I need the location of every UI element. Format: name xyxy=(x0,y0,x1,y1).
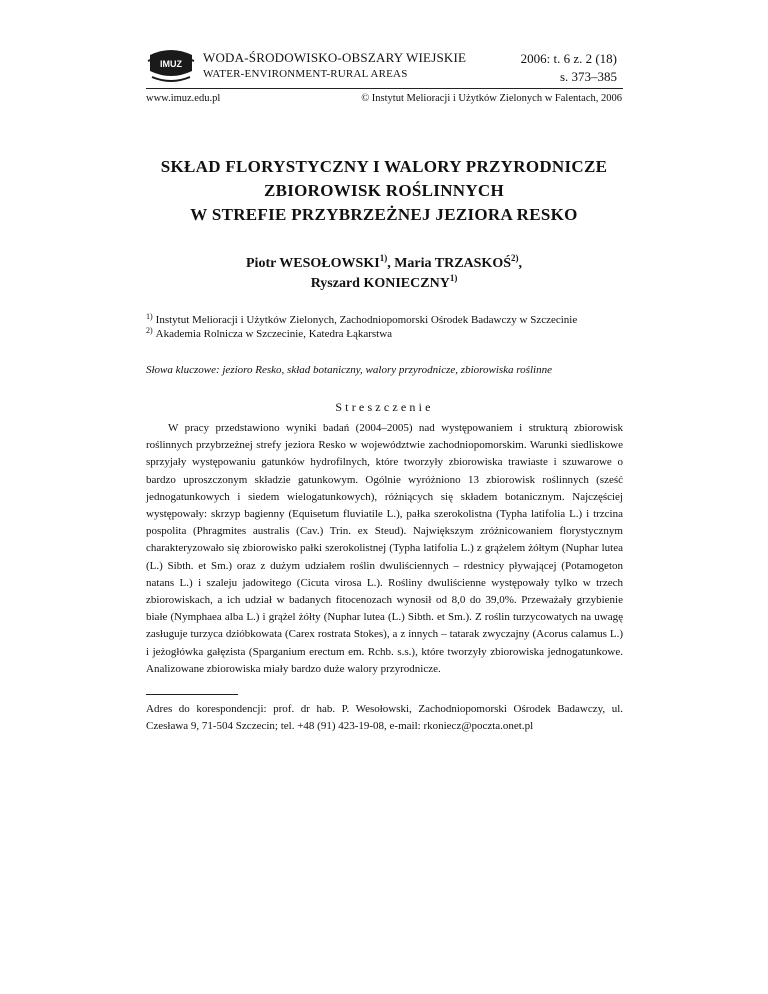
journal-name-pl: WODA-ŚRODOWISKO-OBSZARY WIEJSKIE xyxy=(203,50,467,65)
affiliation-1-mark: 1) xyxy=(146,312,153,321)
author-3-affil-mark: 1) xyxy=(449,273,458,283)
issue-info xyxy=(521,50,617,86)
author-list xyxy=(110,254,658,294)
title-line-2: ZBIOROWISK ROŚLINNYCH xyxy=(263,181,505,200)
title-line-1: SKŁAD FLORYSTYCZNY I WALORY PRZYRODNICZE xyxy=(160,157,608,176)
title-line-3: W STREFIE PRZYBRZEŻNEJ JEZIORA RESKO xyxy=(190,205,578,224)
author-separator: , xyxy=(387,256,395,271)
journal-name-en: WATER-ENVIRONMENT-RURAL AREAS xyxy=(203,68,408,80)
issue-pages: s. 373–385 xyxy=(559,69,617,84)
author-2-affil-mark: 2) xyxy=(511,253,519,263)
affiliation-2 xyxy=(146,327,646,341)
affiliations xyxy=(146,313,646,341)
header-rule xyxy=(146,88,623,89)
affiliation-2-text: Akademia Rolnicza w Szczecinie, Katedra Łąkarstwa xyxy=(155,328,393,340)
affiliation-1-text: Instytut Melioracji i Użytków Zielonych, Zachodniopomorski Ośrodek Badawczy w Szczecinie xyxy=(155,314,578,326)
author-line-2 xyxy=(110,274,658,294)
logo-text: IMUZ xyxy=(160,59,182,69)
imuz-logo xyxy=(146,47,196,83)
author-2: Maria TRZASKOŚ xyxy=(394,256,511,271)
author-trailing-comma: , xyxy=(518,256,522,271)
author-3: Ryszard KONIECZNY xyxy=(310,276,450,291)
author-1: Piotr WESOŁOWSKI xyxy=(246,256,380,271)
copyright-notice: © Instytut Melioracji i Użytków Zielonych w Falentach, 2006 xyxy=(361,93,622,104)
paper-title xyxy=(110,155,658,227)
footnote-rule xyxy=(146,694,238,695)
abstract-paragraph: W pracy przedstawiono wyniki badań (2004–2005) nad występowaniem i strukturą zbiorowisk roślinnych przybrzeżnej strefy jeziora Resko w województwie zachodniopomorskim. Warunki siedliskowe sprzyjały występowaniu gatunków hydrofilnych, które tworzyły zbiorowiska trawiaste i szuwarowe o bardzo uproszczonym składzie gatunkowym. Ogólnie wyróżniono 13 zbiorowisk roślinnych (sześć jednogatunkowych i siedem wielogatunkowych), różniących się składem botanicznym. Najczęściej występowały: skrzyp bagienny (Equisetum fluviatile L.), pałka szerokolistna (Typha latifolia L.) i trzcina pospolita (Phragmites australis (Cav.) Trin. ex Steud). Największym zróżnicowaniem florystycznym charakteryzowało się zbiorowisko pałki szerokolistnej (Typha latifolia L.) z grążelem żółtym (Nuphar lutea (L.) Sibth. et Sm.) oraz z dużym udziałem roślin dwuliściennych – rdestnicy pływającej (Potamogeton natans L.) i szaleju jadowitego (Cicuta virosa L.). Rośliny dwuliścienne występowały tylko w trzech zbiorowiskach, a ich udział w badanych fitocenozach wynosił od 8,0 do 39,0%. Przeważały grzybienie białe (Nymphaea alba L.) i grążel żółty (Nuphar lutea (L.) Sibth. et Sm.). Z roślin turzycowatych na uwagę zasługuje turzyca dzióbkowata (Carex rostrata Stokes), a z innych – tatarak zwyczajny (Acorus calamus L.) i jeżogłówka gałęzista (Sparganium erectum em. Rchb. s.s.), które tworzyły zbiorowiska jednogatunkowe. Analizowane zbiorowiska miały bardzo duże walory przyrodnicze. xyxy=(146,422,623,675)
keywords: Słowa kluczowe: jezioro Resko, skład botaniczny, walory przyrodnicze, zbiorowiska roślinne xyxy=(146,364,552,376)
affiliation-1 xyxy=(146,313,646,327)
abstract-body xyxy=(146,420,623,678)
issue-volume: 2006: t. 6 z. 2 (18) xyxy=(520,51,617,66)
author-1-affil-mark: 1) xyxy=(379,253,388,263)
website-link[interactable]: www.imuz.edu.pl xyxy=(146,93,221,104)
correspondence-footnote: Adres do korespondencji: prof. dr hab. P. Wesołowski, Zachodniopomorski Ośrodek Badawczy, ul. Czesława 9, 71-504 Szczecin; tel. +48 (91) 423-19-08, e-mail: rkoniecz@poczta.onet.pl xyxy=(146,703,623,733)
abstract-heading: Streszczenie xyxy=(335,400,434,414)
affiliation-2-mark: 2) xyxy=(146,326,153,335)
author-line-1 xyxy=(110,254,658,274)
